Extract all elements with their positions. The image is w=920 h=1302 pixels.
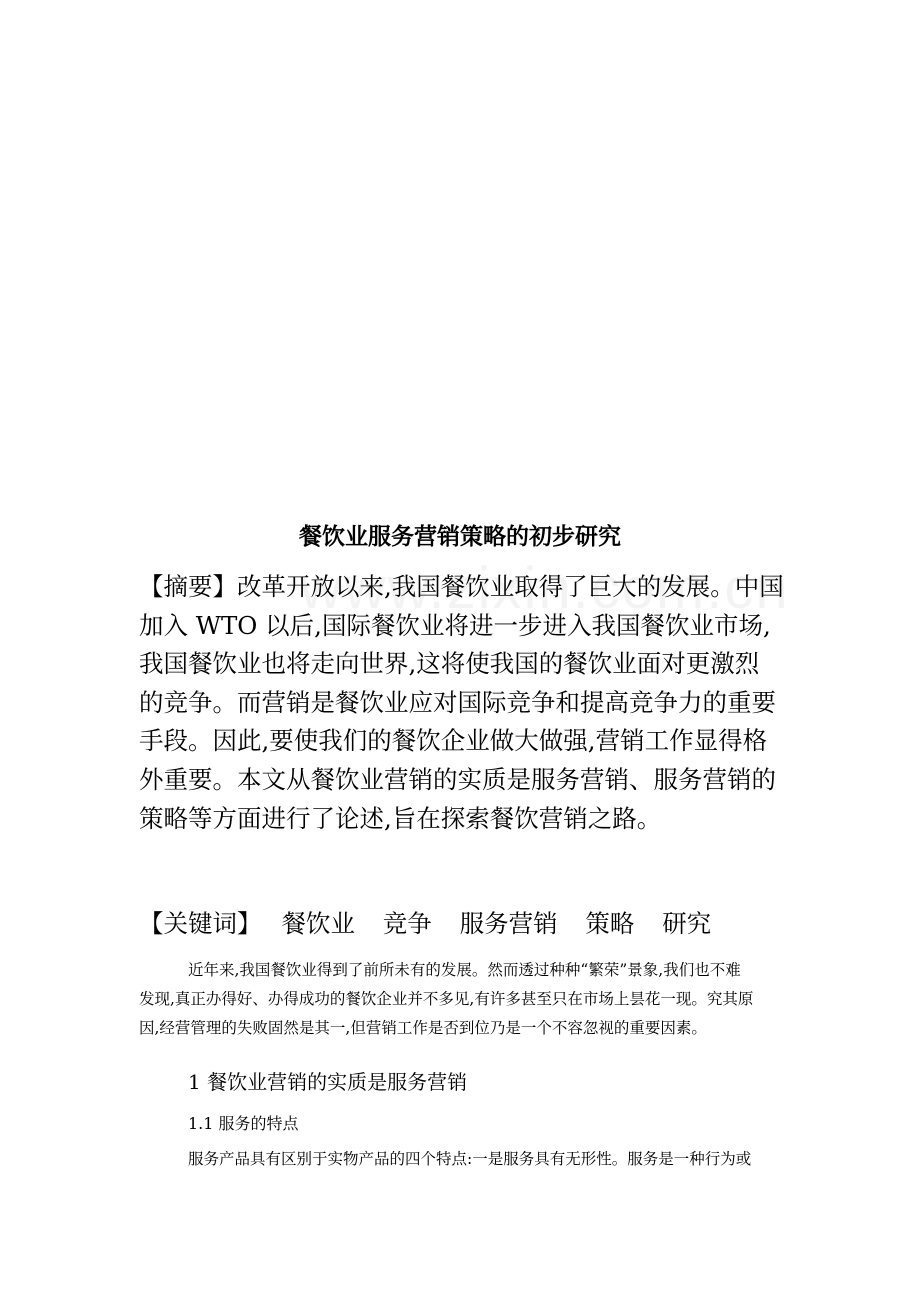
intro-paragraph — [139, 956, 784, 1043]
keyword: 服务营销 — [459, 909, 558, 938]
keywords-label: 【关键词】 — [139, 909, 262, 938]
intro-line: 因,经营管理的失败固然是其一,但营销工作是否到位乃是一个不容忽视的重要因素。 — [139, 1019, 707, 1037]
abstract-line: 【摘要】改革开放以来,我国餐饮业取得了巨大的发展。中国 — [139, 572, 784, 601]
keyword: 餐饮业 — [281, 909, 355, 938]
body-paragraph-line: 服务产品具有区别于实物产品的四个特点:一是服务具有无形性。服务是一种行为或 — [188, 1150, 752, 1168]
abstract-line: 手段。因此,要使我们的餐饮企业做大做强,营销工作显得格 — [139, 726, 768, 756]
abstract-line: 的竞争。而营销是餐饮业应对国际竞争和提高竞争力的重要 — [139, 687, 776, 717]
abstract-line: 我国餐饮业也将走向世界,这将使我国的餐饮业面对更激烈 — [139, 649, 760, 679]
keyword: 研究 — [662, 909, 712, 938]
intro-line: 发现,真正办得好、办得成功的餐饮企业并不多见,有许多甚至只在市场上昙花一现。究其原 — [139, 990, 754, 1008]
keyword: 竞争 — [382, 909, 432, 938]
section-heading: 1 餐饮业营销的实质是服务营销 — [188, 1070, 468, 1094]
abstract-line: 外重要。本文从餐饮业营销的实质是服务营销、服务营销的 — [139, 764, 776, 794]
keywords-line — [139, 902, 711, 946]
subsection-heading: 1.1 服务的特点 — [188, 1114, 299, 1133]
document-title: 餐饮业服务营销策略的初步研究 — [299, 523, 621, 550]
keyword: 策略 — [585, 909, 635, 938]
intro-line: 近年来,我国餐饮业得到了前所未有的发展。然而透过种种“繁荣”景象,我们也不难 — [188, 961, 741, 979]
abstract-paragraph — [139, 568, 784, 838]
abstract-line: 加入 WTO 以后,国际餐饮业将进一步进入我国餐饮业市场, — [139, 610, 771, 640]
abstract-line: 策略等方面进行了论述,旨在探索餐饮营销之路。 — [139, 803, 662, 833]
